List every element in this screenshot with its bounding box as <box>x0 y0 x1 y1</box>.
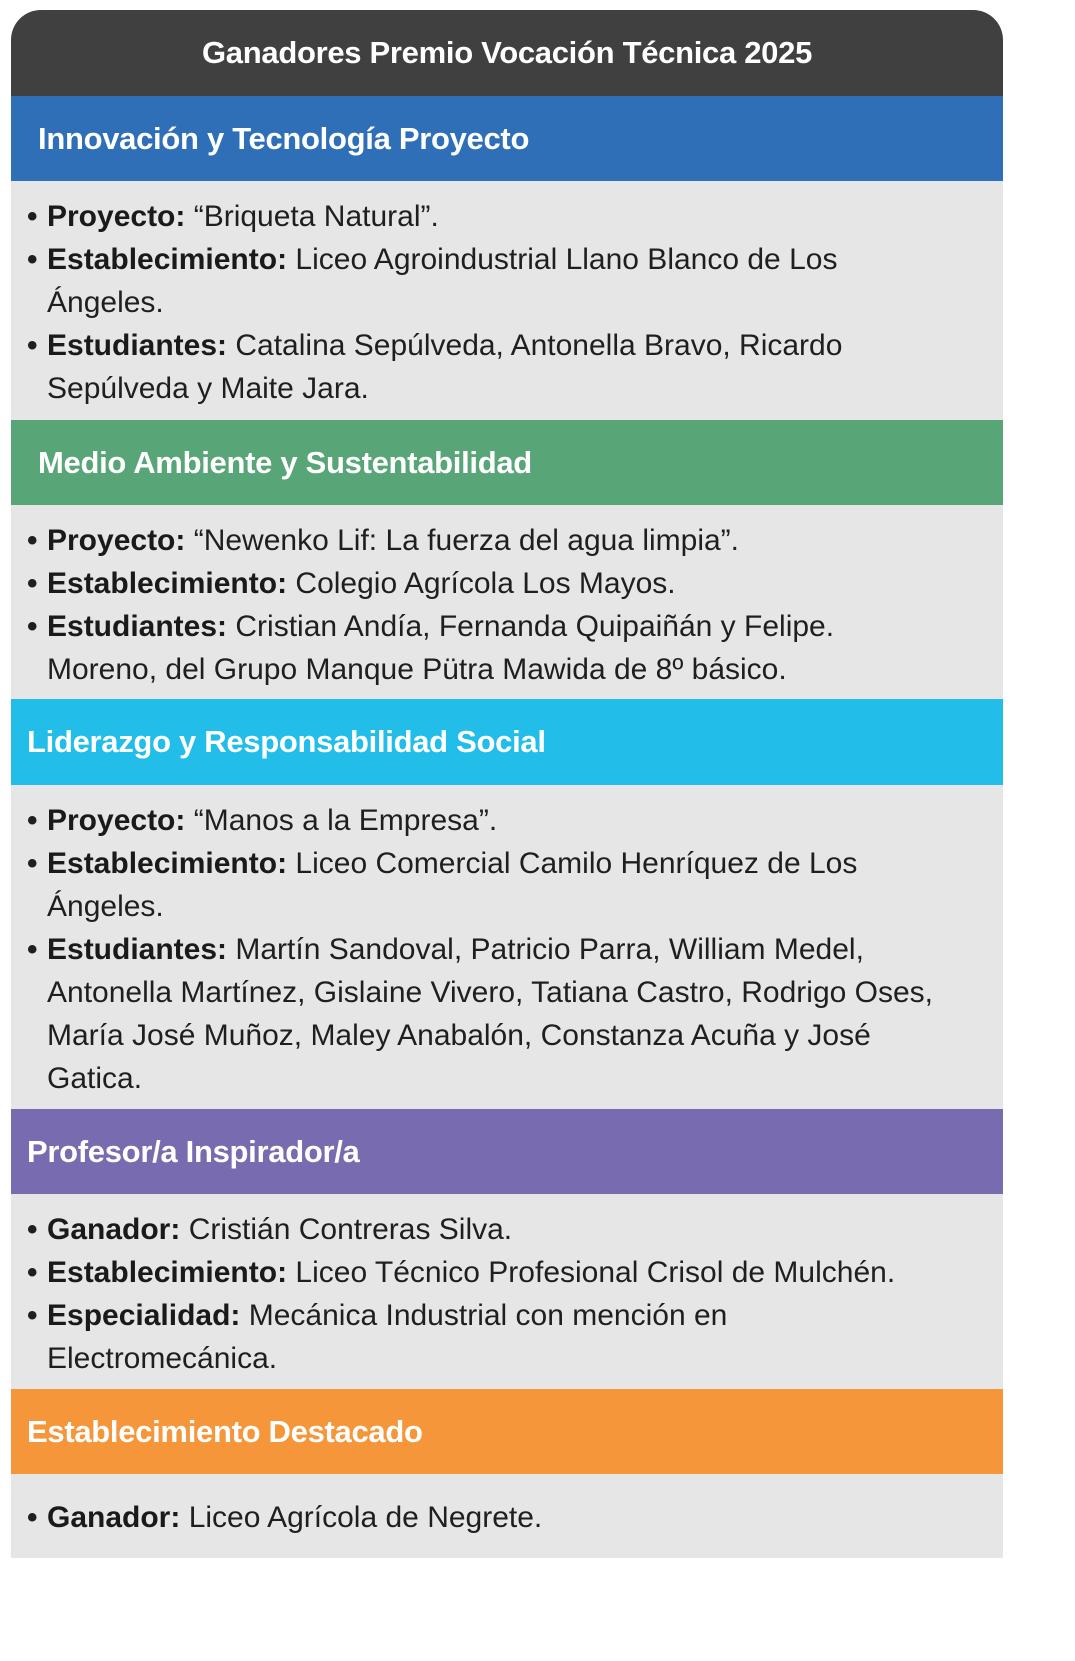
list-item <box>25 195 1003 238</box>
bullet-icon: • <box>27 567 38 600</box>
item-value: Liceo Comercial Camilo Henríquez de Los Ángeles. <box>47 847 858 923</box>
item-label: Establecimiento: <box>47 243 288 276</box>
section-heading-label: Profesor/a Inspirador/a <box>27 1133 360 1169</box>
item-value: “Manos a la Empresa”. <box>193 804 498 837</box>
bullet-icon: • <box>27 1213 38 1246</box>
section-heading-label: Innovación y Tecnología Proyecto <box>38 120 530 156</box>
item-label: Establecimiento: <box>47 1256 288 1289</box>
section-body-innovacion <box>11 181 1003 420</box>
item-value: Colegio Agrícola Los Mayos. <box>295 567 676 600</box>
list-item <box>25 928 1003 1100</box>
list-item <box>25 238 1003 324</box>
item-label: Ganador: <box>47 1501 181 1534</box>
list-item <box>25 1294 1003 1380</box>
bullet-icon: • <box>27 329 38 362</box>
bullet-icon: • <box>27 200 38 233</box>
item-label: Proyecto: <box>47 200 186 233</box>
bullet-icon: • <box>27 610 38 643</box>
list-item <box>25 1496 1003 1539</box>
item-label: Estudiantes: <box>47 933 228 966</box>
item-value: Liceo Agrícola de Negrete. <box>188 1501 543 1534</box>
list-item <box>25 1208 1003 1251</box>
item-value: Cristián Contreras Silva. <box>188 1213 513 1246</box>
item-value: Catalina Sepúlveda, Antonella Bravo, Ricardo Sepúlveda y Maite Jara. <box>47 329 843 405</box>
section-body-establecimiento-destacado <box>11 1474 1003 1558</box>
list-item <box>25 324 1003 410</box>
winners-card <box>11 10 1003 1558</box>
bullet-icon: • <box>27 804 38 837</box>
item-label: Establecimiento: <box>47 567 288 600</box>
item-value: “Newenko Lif: La fuerza del agua limpia”. <box>193 524 740 557</box>
list-item <box>25 842 1003 928</box>
section-heading-label: Establecimiento Destacado <box>27 1413 423 1449</box>
item-label: Especialidad: <box>47 1299 241 1332</box>
item-label: Proyecto: <box>47 804 186 837</box>
item-value: Mecánica Industrial con mención en Electromecánica. <box>47 1299 728 1375</box>
section-body-liderazgo <box>11 785 1003 1109</box>
item-label: Estudiantes: <box>47 329 228 362</box>
section-heading-label: Medio Ambiente y Sustentabilidad <box>38 444 532 480</box>
section-heading-innovacion <box>11 96 1003 181</box>
item-value: “Briqueta Natural”. <box>193 200 439 233</box>
bullet-icon: • <box>27 524 38 557</box>
list-item <box>25 799 1003 842</box>
bullet-icon: • <box>27 243 38 276</box>
list-item <box>25 519 1003 562</box>
bullet-icon: • <box>27 1501 38 1534</box>
list-item <box>25 562 1003 605</box>
section-heading-medio-ambiente <box>11 420 1003 505</box>
item-label: Establecimiento: <box>47 847 288 880</box>
item-value: Cristian Andía, Fernanda Quipaiñán y Felipe. Moreno, del Grupo Manque Pütra Mawida de 8º básico. <box>47 610 835 686</box>
section-heading-profesor <box>11 1109 1003 1194</box>
item-value: Martín Sandoval, Patricio Parra, William Medel, Antonella Martínez, Gislaine Vivero, Tatiana Castro, Rodrigo Oses, María José Muñoz, Maley Anabalón, Constanza Acuña y José Gatica. <box>47 933 933 1095</box>
bullet-icon: • <box>27 1256 38 1289</box>
bullet-icon: • <box>27 1299 38 1332</box>
bullet-icon: • <box>27 933 38 966</box>
item-label: Ganador: <box>47 1213 181 1246</box>
page-title: Ganadores Premio Vocación Técnica 2025 <box>11 10 1003 96</box>
section-heading-liderazgo <box>11 699 1003 785</box>
section-body-medio-ambiente <box>11 505 1003 699</box>
item-value: Liceo Técnico Profesional Crisol de Mulchén. <box>295 1256 896 1289</box>
section-heading-label: Liderazgo y Responsabilidad Social <box>27 724 546 759</box>
item-label: Estudiantes: <box>47 610 228 643</box>
list-item <box>25 1251 1003 1294</box>
section-body-profesor <box>11 1194 1003 1389</box>
item-label: Proyecto: <box>47 524 186 557</box>
item-value: Liceo Agroindustrial Llano Blanco de Los Ángeles. <box>47 243 838 319</box>
list-item <box>25 605 1003 691</box>
section-heading-establecimiento-destacado <box>11 1389 1003 1474</box>
bullet-icon: • <box>27 847 38 880</box>
